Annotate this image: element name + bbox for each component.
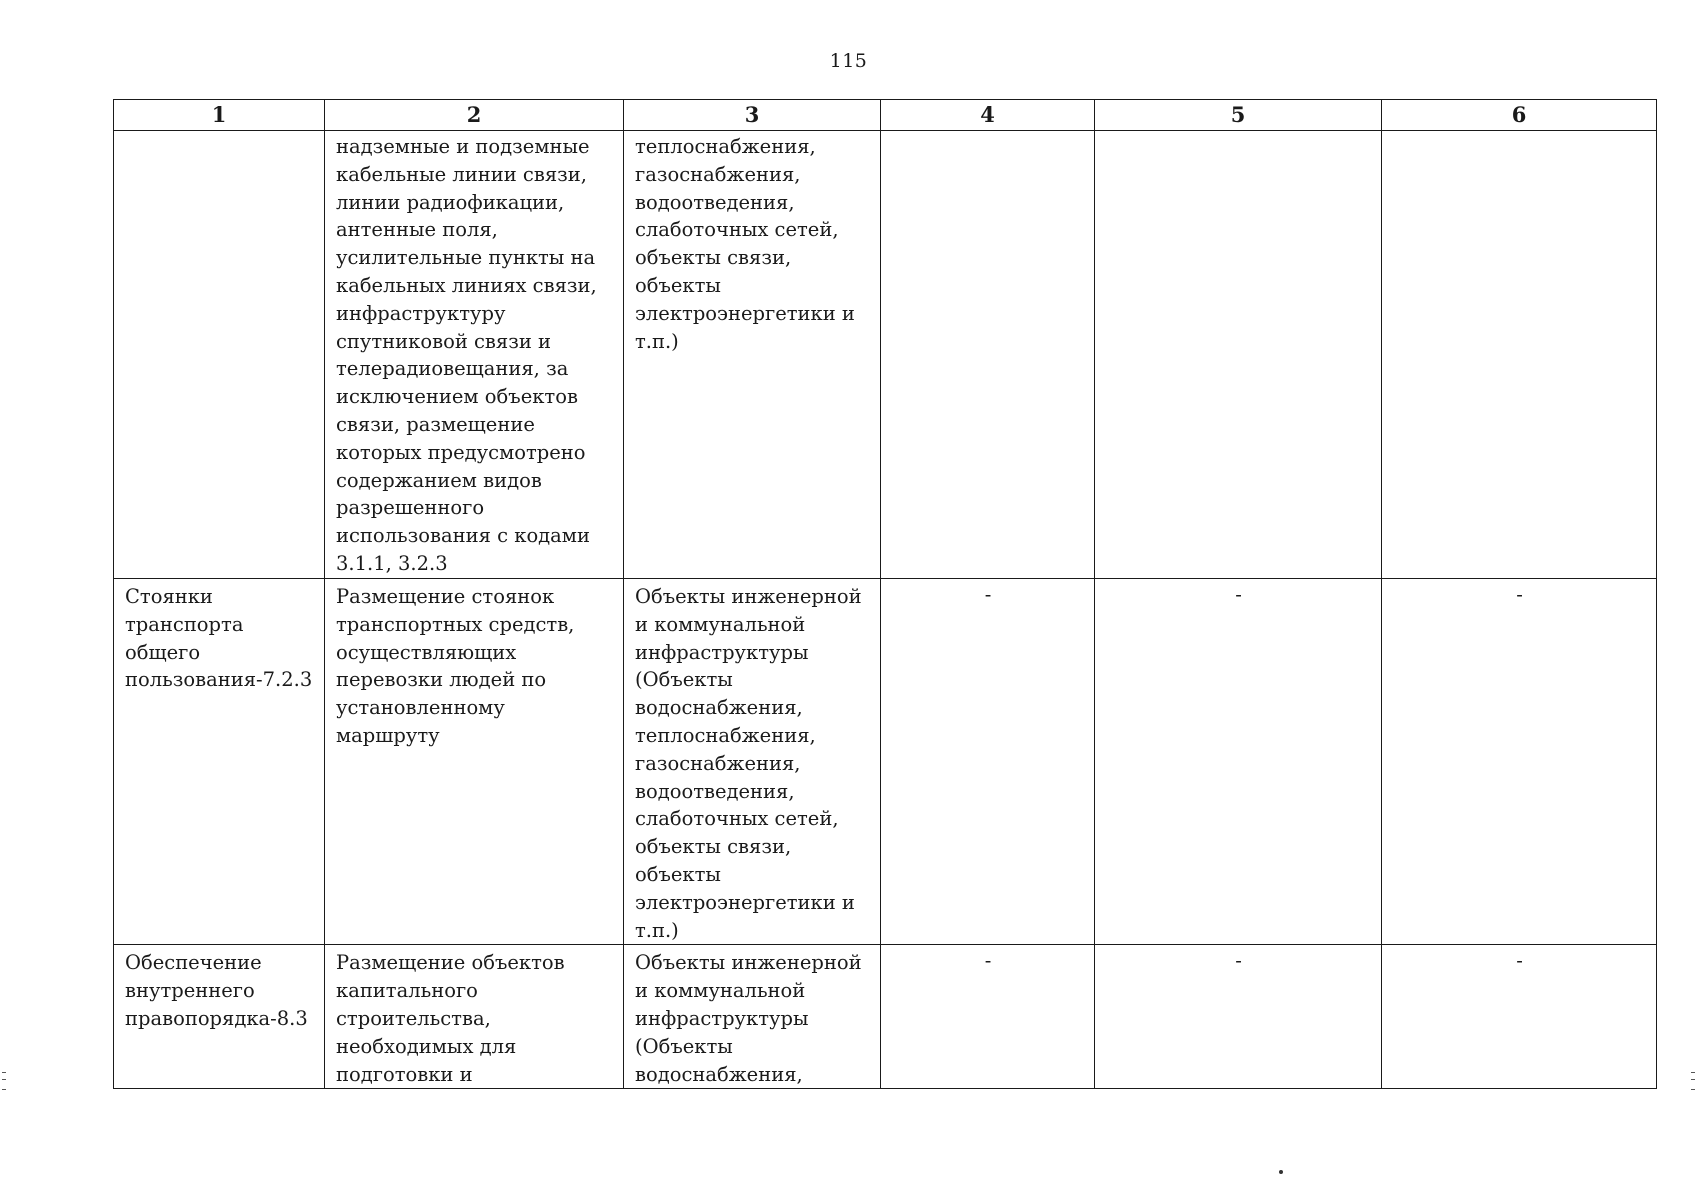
table-cell xyxy=(325,945,624,1089)
column-header-5: 5 xyxy=(1095,100,1382,131)
table-cell xyxy=(325,579,624,945)
cell-text: Объекты инженерной и коммунальной инфраструктуры (Объекты водоснабжения, теплоснабжения, газоснабжения, водоотведения, слаботочных сетей, объекты связи, объекты электроэнергетики и т.п.) xyxy=(635,585,862,942)
cell-text: Размещение объектов капитального строительства, необходимых для подготовки и xyxy=(336,951,565,1086)
table-cell xyxy=(1095,579,1382,945)
table-cell xyxy=(624,945,881,1089)
column-header-6: 6 xyxy=(1382,100,1657,131)
table-row xyxy=(114,131,1657,579)
column-header-1: 1 xyxy=(114,100,325,131)
empty-dash: - xyxy=(1235,949,1242,973)
table-row xyxy=(114,579,1657,945)
cell-text: теплоснабжения, газоснабжения, водоотведения, слаботочных сетей, объекты связи, объекты электроэнергетики и т.п.) xyxy=(635,135,855,353)
column-header-4: 4 xyxy=(881,100,1095,131)
cell-text: Размещение стоянок транспортных средств, осуществляющих перевозки людей по установленному маршруту xyxy=(336,585,575,747)
cell-text: Обеспечение внутреннего правопорядка-8.3 xyxy=(125,951,308,1030)
table-cell xyxy=(624,131,881,579)
page-number: 115 xyxy=(829,50,868,72)
table-cell xyxy=(114,945,325,1089)
binding-mark-left xyxy=(2,1072,6,1090)
cell-text: надземные и подземные кабельные линии связи, линии радиофикации, антенные поля, усилительные пункты на кабельных линиях связи, инфраструктуру спутниковой связи и телерадиовещания, за исключением объектов связи, размещение которых предусмотрено содержанием видов разрешенного использования с кодами 3.1.1, 3.2.3 xyxy=(336,135,597,575)
table-cell xyxy=(1382,579,1657,945)
table-cell xyxy=(1382,131,1657,579)
column-header-2: 2 xyxy=(325,100,624,131)
empty-dash: - xyxy=(984,949,992,973)
cell-text: Стоянки транспорта общего пользования-7.2.3 xyxy=(125,585,313,692)
table-cell xyxy=(1382,945,1657,1089)
empty-dash: - xyxy=(1235,583,1242,606)
table-header-row xyxy=(114,100,1657,131)
cell-text: Объекты инженерной и коммунальной инфраструктуры (Объекты водоснабжения, xyxy=(635,951,862,1086)
table-row xyxy=(114,945,1657,1089)
table-cell xyxy=(325,131,624,579)
column-header-3: 3 xyxy=(624,100,881,131)
table-cell xyxy=(114,579,325,945)
table-cell xyxy=(881,945,1095,1089)
zoning-table xyxy=(113,99,1657,1089)
table-cell xyxy=(1095,945,1382,1089)
table-cell xyxy=(881,131,1095,579)
table-cell xyxy=(1095,131,1382,579)
table-cell xyxy=(114,131,325,579)
binding-mark-right xyxy=(1691,1072,1695,1090)
empty-dash: - xyxy=(984,583,992,606)
table-cell xyxy=(881,579,1095,945)
table-cell xyxy=(624,579,881,945)
empty-dash: - xyxy=(1516,583,1523,606)
empty-dash: - xyxy=(1516,949,1523,973)
scan-artifact xyxy=(1279,1170,1283,1174)
